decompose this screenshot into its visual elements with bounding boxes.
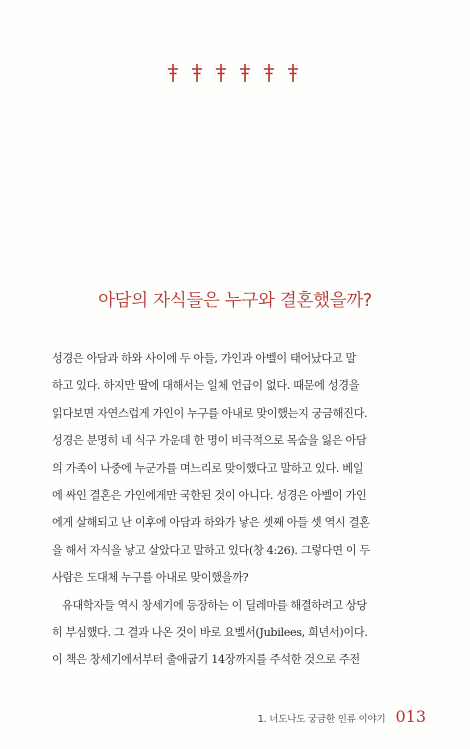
body-line: 사람은 도대체 누구를 아내로 맞이했을까? — [52, 571, 249, 585]
cross-icon — [288, 64, 298, 82]
chapter-ornament — [168, 64, 298, 82]
body-line: 읽다보면 자연스럽게 가인이 누구를 아내로 맞이했는지 궁금해진다. — [52, 406, 368, 420]
page-footer — [230, 707, 426, 726]
body-line: 의 가족이 나중에 누군가를 며느리로 맞이했다고 말하고 있다. 베일 — [52, 461, 364, 475]
cross-icon — [168, 64, 178, 82]
body-line: 성경은 분명히 네 식구 가운데 한 명이 비극적으로 목숨을 잃은 아담 — [52, 434, 367, 448]
body-line: 유대학자들 역시 창세기에 등장하는 이 딜레마를 해결하려고 상당 — [62, 598, 367, 612]
cross-icon — [240, 64, 250, 82]
body-line: 이 책은 창세기에서부터 출애굽기 14장까지를 주석한 것으로 주전 — [52, 653, 360, 667]
body-line: 하고 있다. 하지만 딸에 대해서는 일체 언급이 없다. 때문에 성경을 — [52, 379, 360, 393]
cross-icon — [264, 64, 274, 82]
cross-icon — [192, 64, 202, 82]
section-title: 아담의 자식들은 누구와 결혼했을까? — [98, 291, 372, 311]
body-line: 성경은 아담과 하와 사이에 두 아들, 가인과 아벨이 태어났다고 말 — [52, 352, 356, 365]
body-text — [52, 345, 424, 674]
body-line: 에 싸인 결혼은 가인에게만 국한된 것이 아니다. 성경은 아벨이 가인 — [52, 488, 367, 502]
page-number: 013 — [395, 707, 426, 726]
body-line: 을 해서 자식을 낳고 살았다고 말하고 있다(창 4:26). 그렇다면 이 두 — [52, 543, 370, 557]
body-line: 히 부심했다. 그 결과 나온 것이 바로 요벨서(Jubilees, 희년서)이다. — [52, 625, 368, 639]
running-footer-chapter: 1. 너도나도 궁금한 인류 이야기 — [257, 714, 386, 725]
body-line: 에게 살해되고 난 이후에 아담과 하와가 낳은 셋째 아들 셋 역시 결혼 — [52, 516, 370, 530]
cross-icon — [216, 64, 226, 82]
